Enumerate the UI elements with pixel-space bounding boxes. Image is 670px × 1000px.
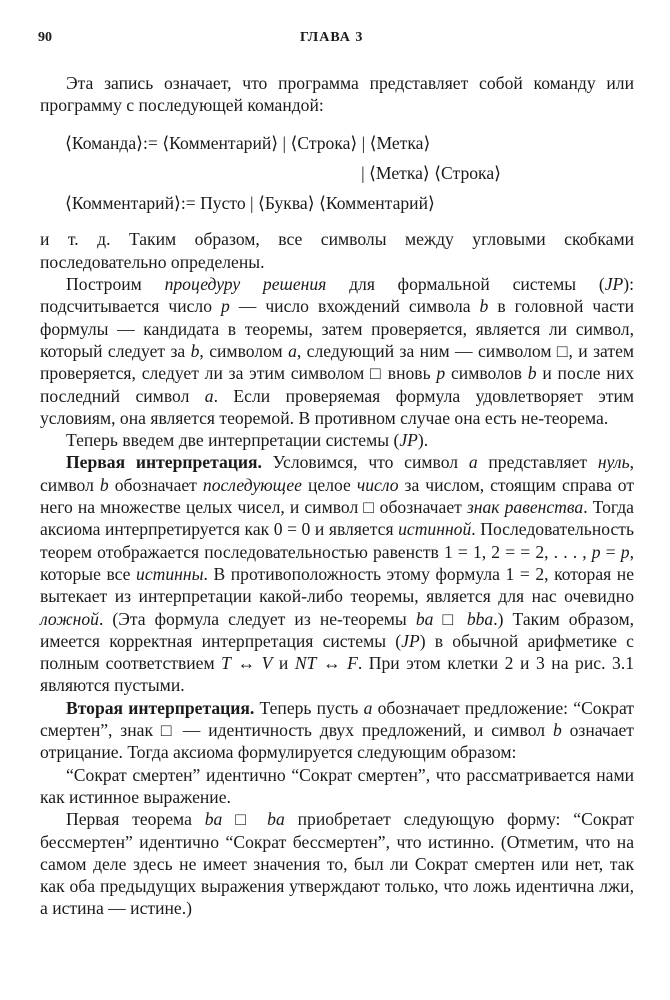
paragraph-first-theorem: [40, 808, 634, 919]
italic-term: p: [620, 541, 630, 562]
italic-term: a: [468, 452, 478, 473]
italic-term: a: [363, 697, 373, 718]
text-run: , символ: [40, 452, 634, 495]
text-run: ↔: [230, 653, 262, 674]
italic-term: ba: [204, 809, 223, 830]
text-run: □: [222, 809, 268, 830]
text-run: □: [433, 608, 467, 629]
text-run: . В противоположность этому формула 1 = 2, которая не вытекает из интерпретации какой-либо теоремы, является для нас очевидно: [40, 563, 635, 607]
paragraph-two-interpretations: [40, 429, 634, 451]
text-run: и после них последний символ: [40, 363, 635, 406]
italic-term: a: [288, 340, 297, 361]
text-run: обозначает предложение: “Сократ смертен”, знак □ — идентичность двух предложений, и символ: [40, 697, 634, 741]
italic-term: ba: [267, 809, 285, 830]
italic-term: истинны: [136, 563, 204, 584]
italic-term: a: [204, 385, 214, 406]
text-run: ): подсчитывается число: [40, 274, 634, 317]
italic-term: p: [220, 296, 230, 317]
text-run: ).: [417, 430, 429, 451]
text-run: означает отрицание. Тогда аксиома формулируется следующим образом:: [40, 720, 634, 763]
text-run: , следующий за ним — символом □, и затем проверяется, следует ли за этим символом □ вновь: [40, 340, 635, 384]
text-run: Теперь введем две интерпретации системы (: [66, 430, 400, 451]
running-header: [38, 30, 636, 54]
italic-term: p: [436, 363, 446, 384]
text-run: обозначает: [108, 474, 203, 495]
italic-term: JP: [399, 430, 418, 451]
italic-term: F: [347, 653, 358, 674]
text-run: и т. д. Таким образом, все символы между угловыми скобками последовательно определены.: [40, 229, 634, 272]
text-run: для формальной системы (: [326, 274, 605, 295]
italic-term: V: [261, 653, 273, 674]
italic-term: T: [221, 653, 231, 674]
text-run: , которые все: [40, 541, 634, 584]
italic-term: p: [591, 541, 601, 562]
italic-term: b: [99, 474, 109, 495]
paragraph-first-interpretation: [40, 451, 634, 696]
italic-term: NT: [294, 653, 317, 674]
italic-term: последующее: [202, 474, 302, 495]
text-run: ⟨Команда⟩:= ⟨Комментарий⟩ | ⟨Строка⟩ | ⟨Метка⟩: [65, 132, 431, 153]
italic-term: b: [190, 340, 200, 361]
text-run: . Если проверяемая формула удовлетворяет этим условиям, она является теоремой. В противном случае она есть не-теорема.: [40, 385, 635, 428]
text-run: целое: [302, 474, 357, 495]
text-run: | ⟨Метка⟩ ⟨Строка⟩: [361, 162, 501, 183]
italic-term: знак равенства: [466, 497, 584, 518]
body-text: [40, 72, 634, 920]
text-run: Построим: [66, 274, 165, 295]
italic-term: b: [552, 720, 562, 741]
text-run: символов: [445, 363, 528, 384]
italic-term: процедуру решения: [164, 274, 327, 295]
text-run: , символом: [199, 340, 289, 361]
italic-term: bba: [466, 608, 494, 629]
text-run: . (Эта формула следует из не-теоремы: [98, 608, 416, 629]
formula-command-continuation: [40, 162, 634, 184]
italic-term: JP: [604, 274, 624, 295]
text-run: . Тогда аксиома интерпретируется как 0 = 0 и является: [40, 497, 634, 540]
italic-term: b: [527, 363, 537, 384]
text-run: “Сократ смертен” идентично “Сократ смертен”, что рассматривается нами как истинное выражение.: [40, 764, 634, 807]
page-number: 90: [38, 30, 52, 45]
text-run: Условимся, что символ: [261, 452, 469, 473]
text-run: Первая теорема: [66, 809, 205, 830]
bold-heading: Первая интерпретация.: [66, 452, 262, 473]
text-run: приобретает следующую форму: “Сократ бессмертен” идентично “Сократ бессмертен”, что истинно. (Отметим, что на самом деле здесь не имеет значения то, был ли Сократ смертен или нет, так как оба предыдущих выражения утверждают только, что ложь идентична лжи, а истина — истине.): [40, 809, 634, 919]
text-run: .) Таким образом, имеется корректная интерпретация системы (: [40, 608, 634, 651]
italic-term: b: [479, 296, 489, 317]
formula-comment: [40, 192, 634, 214]
bold-heading: Вторая интерпретация.: [66, 697, 255, 718]
paragraph-axiom-quote: [40, 764, 634, 809]
italic-term: истинной: [398, 519, 472, 540]
formula-command: [40, 132, 634, 154]
text-run: Эта запись означает, что программа представляет собой команду или программу с последующей командой:: [40, 73, 634, 116]
text-run: в головной части формулы — кандидата в теоремы, затем проверяется, является ли символ, который следует за: [40, 296, 634, 361]
italic-term: ba: [415, 608, 434, 629]
text-run: ) в обычной арифметике с полным соответствием: [40, 630, 634, 674]
italic-term: число: [356, 474, 399, 495]
paragraph-second-interpretation: [40, 697, 634, 764]
text-run: . При этом клетки 2 и 3 на рис. 3.1 являются пустыми.: [40, 653, 635, 696]
text-run: ↔: [316, 653, 348, 674]
italic-term: JP: [401, 630, 420, 651]
text-run: представляет: [477, 452, 598, 473]
text-run: =: [600, 541, 621, 562]
text-run: — число вхождений символа: [229, 296, 480, 317]
text-run: и: [272, 653, 295, 674]
italic-term: нуль: [597, 452, 630, 473]
paragraph-etc: [40, 228, 634, 273]
chapter-title: ГЛАВА 3: [300, 30, 364, 45]
text-run: Теперь пусть: [254, 697, 364, 718]
text-run: ⟨Комментарий⟩:= Пусто | ⟨Буква⟩ ⟨Комментарий⟩: [65, 193, 435, 214]
paragraph-procedure: [40, 273, 634, 429]
paragraph-intro: [40, 72, 634, 117]
italic-term: ложной: [40, 608, 99, 629]
text-run: за числом, стоящим справа от него на множестве целых чисел, и символ □ обозначает: [40, 474, 635, 518]
text-run: . Последовательность теорем отображается последовательностью равенств 1 = 1, 2 = = 2, . . . ,: [40, 519, 634, 562]
